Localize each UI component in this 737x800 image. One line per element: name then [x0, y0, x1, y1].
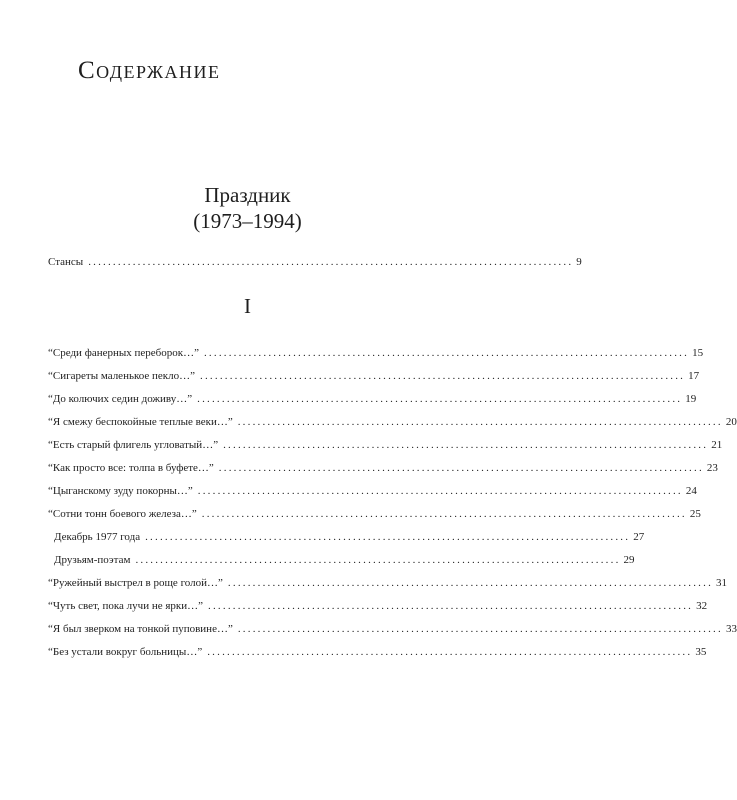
toc-entry-page: 29 [623, 554, 635, 566]
toc-entry[interactable] [48, 484, 697, 498]
toc-entry-title: “Есть старый флигель угловатый…” [48, 439, 219, 451]
toc-entry-title: “Я смежу беспокойные теплые веки…” [48, 416, 233, 428]
toc-entry-page: 15 [692, 347, 704, 359]
toc-entry[interactable] [48, 369, 700, 383]
toc-entry[interactable] [48, 645, 707, 659]
toc-entry-page: 31 [716, 577, 728, 589]
toc-entry-title: “Ружейный выстрел в роще голой…” [48, 577, 223, 589]
toc-entry-page: 19 [685, 393, 697, 405]
dot-leader: .................................................................................................. [237, 623, 723, 635]
section-years: (1973–1994) [193, 209, 302, 233]
dot-leader: .................................................................................................. [218, 462, 704, 474]
toc-entry[interactable] [48, 415, 737, 429]
toc-entry-page: 33 [725, 623, 737, 635]
toc-entry-page: 23 [706, 462, 718, 474]
toc-entry[interactable] [48, 622, 737, 636]
toc-entry[interactable] [48, 461, 718, 475]
toc-entry-title: “Я был зверком на тонкой пуповине…” [48, 623, 233, 635]
toc-entry-page: 21 [711, 439, 723, 451]
dot-leader: .................................................................................................. [200, 370, 686, 382]
toc-entry-page: 17 [688, 370, 700, 382]
section-heading [0, 182, 495, 234]
toc-entry-page: 9 [576, 256, 582, 268]
toc-entry[interactable] [48, 438, 723, 452]
section-title: Праздник [204, 183, 291, 207]
toc-entry-title: “До колючих седин доживу…” [48, 393, 193, 405]
toc-entry-title: Стансы [48, 256, 84, 268]
toc-entry[interactable] [48, 507, 701, 521]
toc-entry-page: 24 [685, 485, 697, 497]
dot-leader: .................................................................................................. [145, 531, 631, 543]
toc-entry-page: 32 [696, 600, 708, 612]
dot-leader: .................................................................................................. [197, 485, 683, 497]
dot-leader: .................................................................................................. [197, 393, 683, 405]
dot-leader: .................................................................................................. [88, 256, 574, 268]
toc-entry-title: “Цыганскому зуду покорны…” [48, 485, 193, 497]
toc-entry-page: 27 [633, 531, 645, 543]
dot-leader: .................................................................................................. [227, 577, 714, 589]
toc-entry[interactable] [48, 599, 708, 613]
toc-entry-title: “Как просто все: толпа в буфете…” [48, 462, 214, 474]
toc-entry-page: 35 [695, 646, 707, 658]
toc-entry-title: “Без устали вокруг больницы…” [48, 646, 203, 658]
dot-leader: .................................................................................................. [207, 646, 693, 658]
toc-entry-page: 25 [689, 508, 701, 520]
toc-entry[interactable] [48, 255, 582, 269]
toc-entry-title: “Сотни тонн боевого железа…” [48, 508, 197, 520]
toc-entry-title: “Среди фанерных переборок…” [48, 347, 199, 359]
toc-entry[interactable] [48, 392, 697, 406]
dot-leader: .................................................................................................. [223, 439, 709, 451]
toc-entry[interactable] [48, 576, 728, 590]
toc-entry-page: 20 [725, 416, 737, 428]
toc-entry-title: Декабрь 1977 года [54, 531, 141, 543]
toc-entry[interactable] [48, 553, 635, 567]
dot-leader: .................................................................................................. [201, 508, 687, 520]
toc-entry-title: “Чуть свет, пока лучи не ярки…” [48, 600, 204, 612]
dot-leader: .................................................................................................. [237, 416, 723, 428]
toc-entry-title: Друзьям-поэтам [54, 554, 131, 566]
toc-entry[interactable] [48, 530, 645, 544]
page-title: Содержание [78, 57, 221, 84]
dot-leader: .................................................................................................. [203, 347, 690, 359]
toc-entry-title: “Сигареты маленькое пекло…” [48, 370, 196, 382]
toc-entry[interactable] [48, 346, 704, 360]
dot-leader: .................................................................................................. [135, 554, 621, 566]
part-number: I [244, 294, 251, 318]
dot-leader: .................................................................................................. [208, 600, 694, 612]
